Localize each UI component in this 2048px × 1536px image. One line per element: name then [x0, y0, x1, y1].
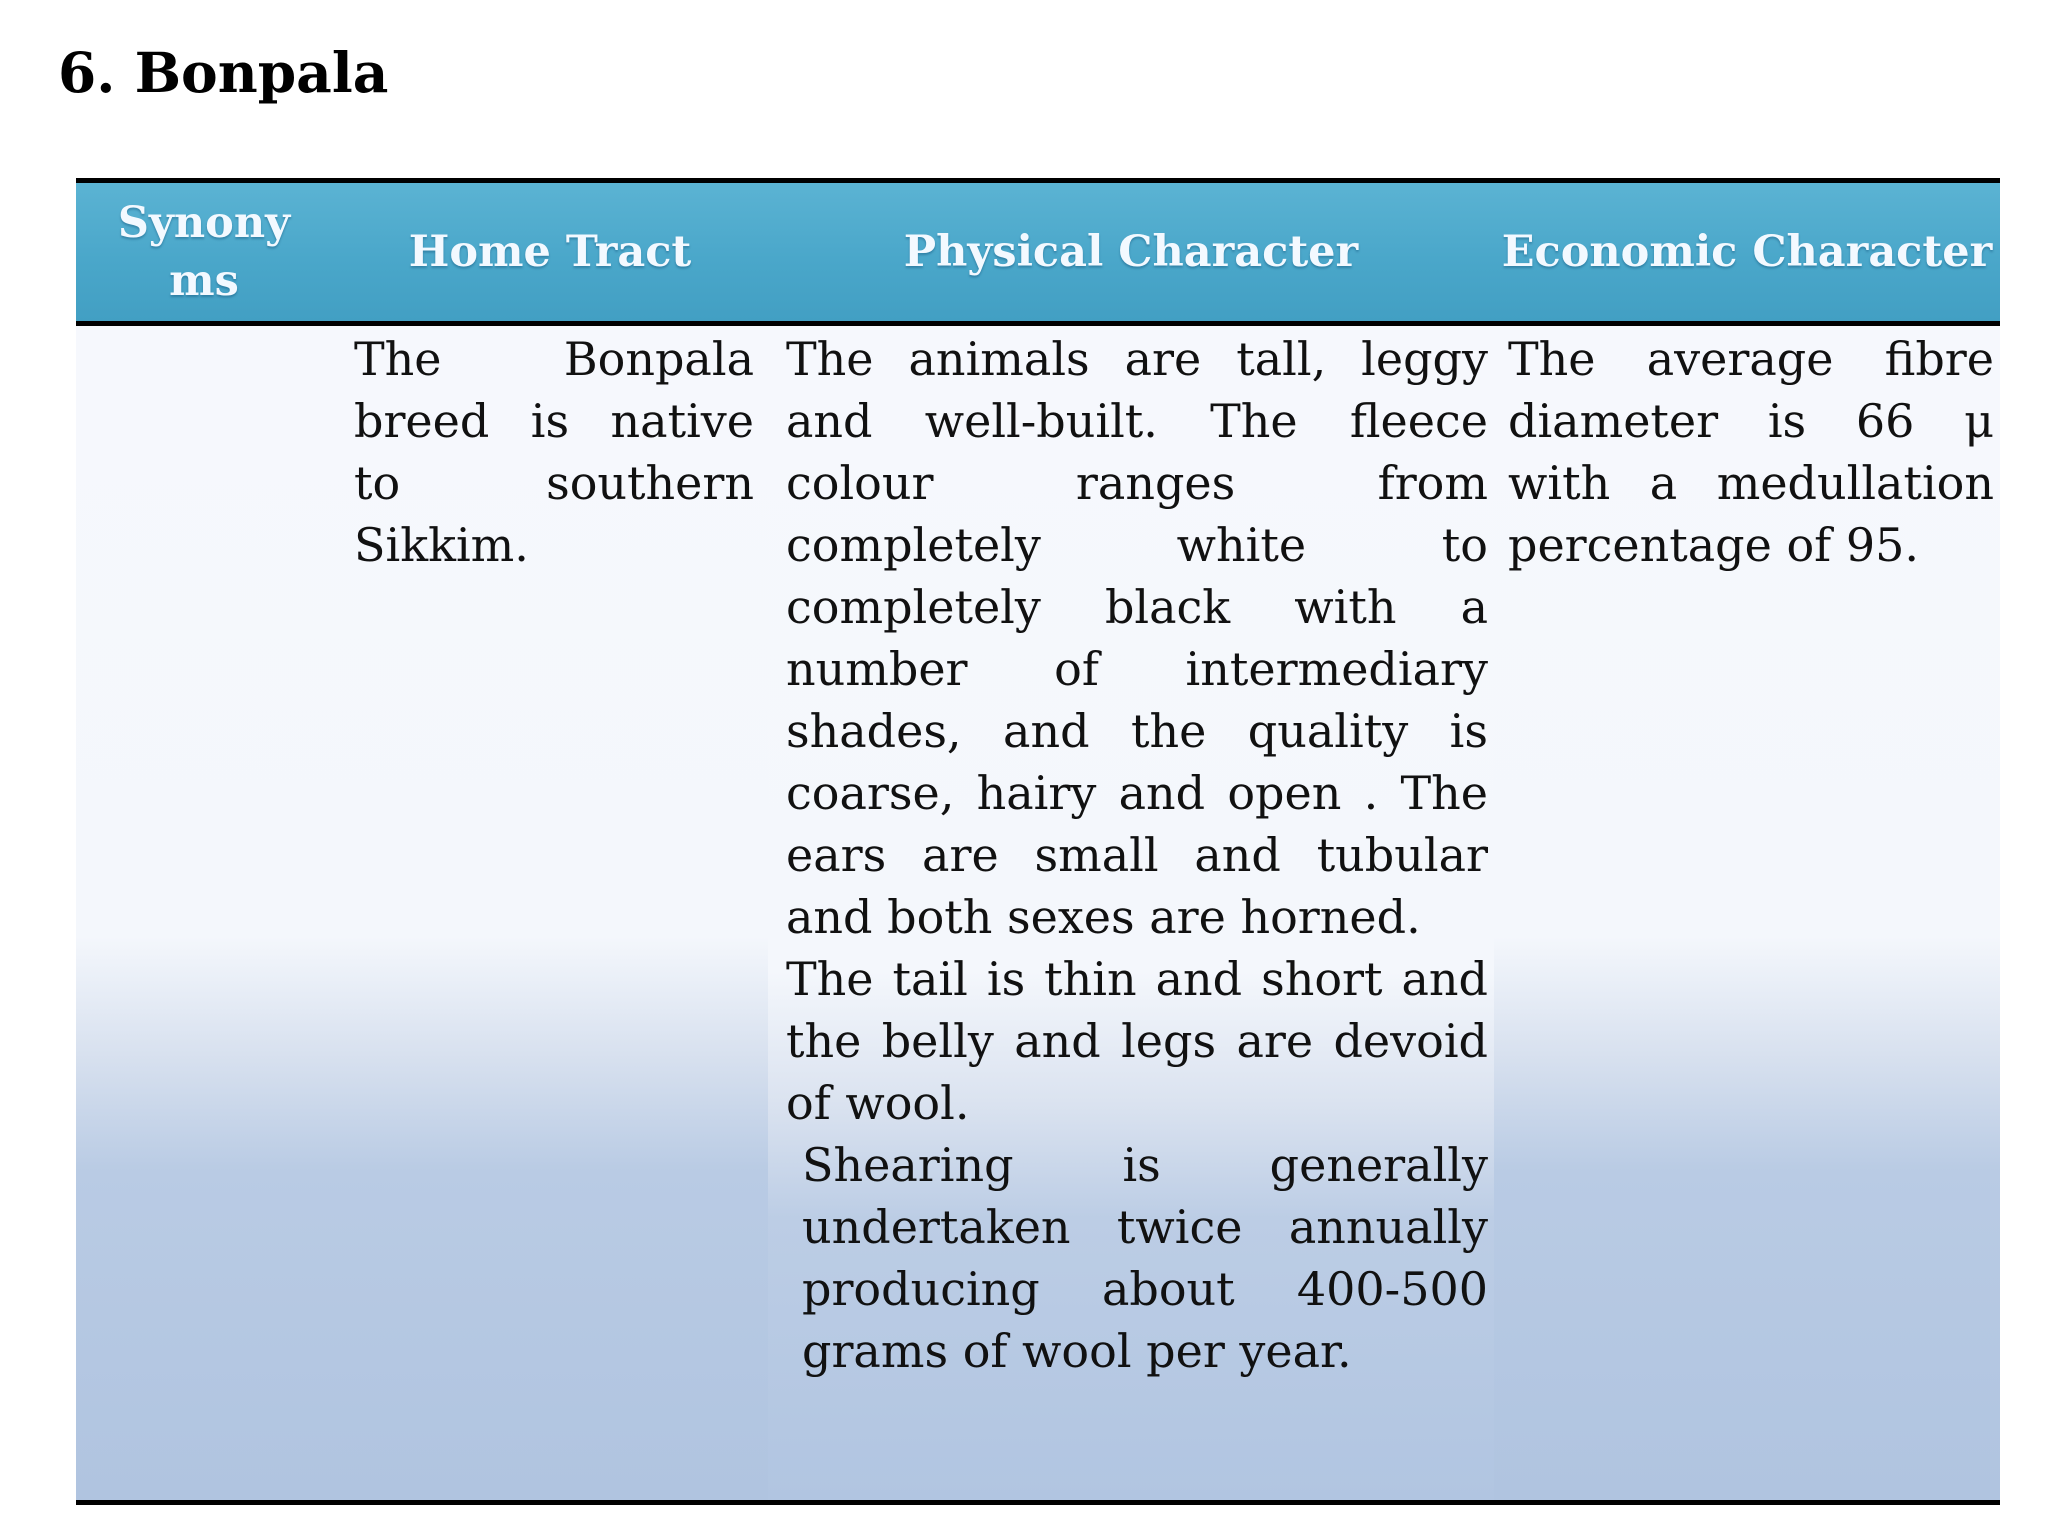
breed-table — [76, 178, 2000, 1506]
table-bottom-rule — [76, 1500, 2000, 1505]
header-economic-character: Economic Character — [1501, 227, 1993, 277]
cell-physical-character — [786, 328, 1488, 1382]
physical-paragraph-1: The animals are tall, leggy and well-built. The fleece colour ranges from completely white to completely black with a number of intermediary shades, and the quality is coarse, hairy and open . The ears are small and tubular and both sexes are horned. — [786, 332, 1488, 944]
header-home-tract: Home Tract — [408, 227, 692, 277]
cell-synonyms — [76, 326, 332, 1500]
cell-home-tract: The Bonpala breed is native to southern Sikkim. — [354, 332, 754, 572]
physical-paragraph-2: The tail is thin and short and the belly and legs are devoid of wool. — [786, 952, 1488, 1130]
physical-paragraph-3: Shearing is generally undertaken twice annually producing about 400-500 grams of wool per year. — [802, 1138, 1488, 1378]
header-synonyms: Synonyms — [117, 198, 291, 306]
cell-economic-character: The average fibre diameter is 66 μ with a medullation percentage of 95. — [1508, 332, 1994, 572]
table-header-row — [76, 183, 2000, 321]
header-physical-character: Physical Character — [903, 227, 1359, 277]
page-heading: 6. Bonpala — [58, 40, 389, 105]
